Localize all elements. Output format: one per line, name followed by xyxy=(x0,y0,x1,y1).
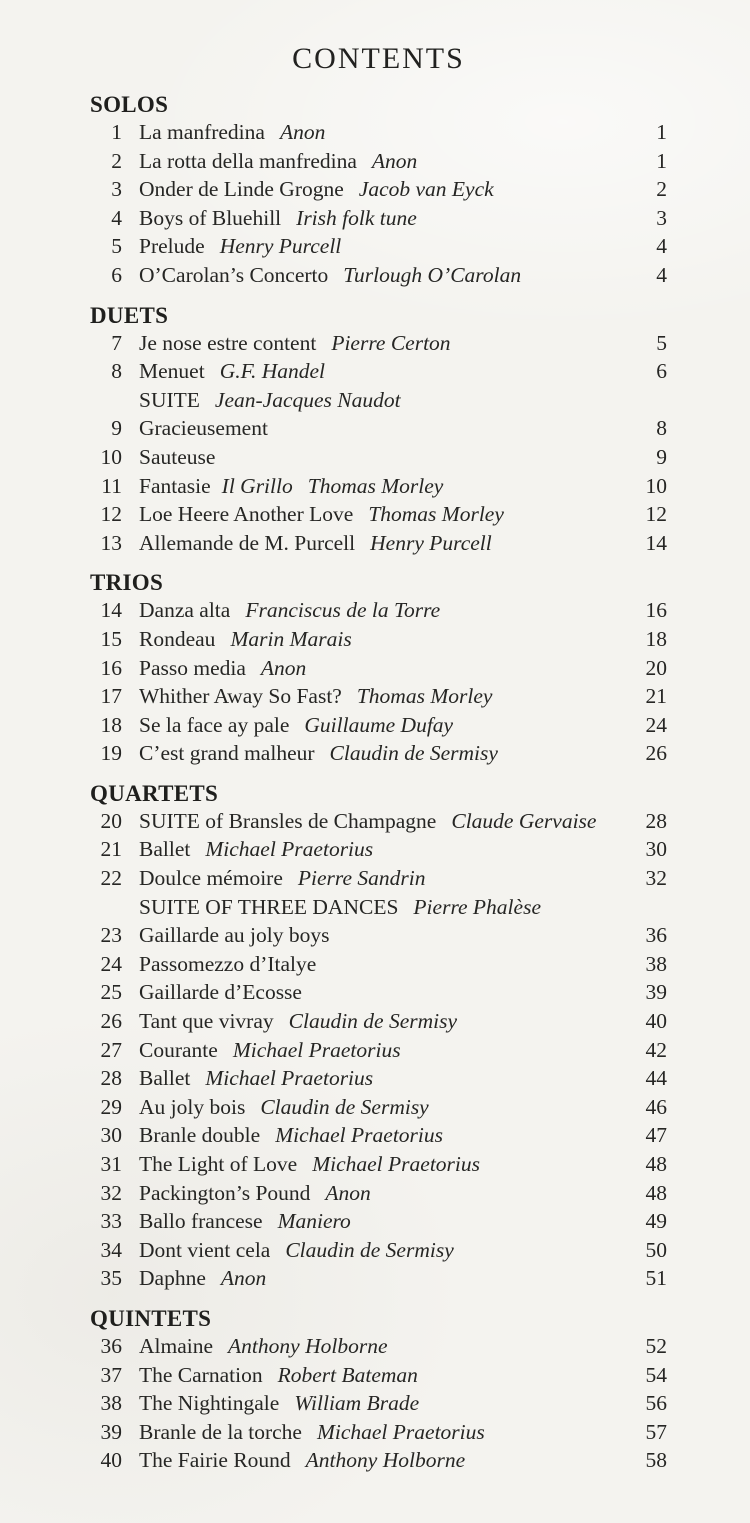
entry-composer: Anthony Holborne xyxy=(228,1333,388,1358)
entry-page-number: 42 xyxy=(645,1037,667,1062)
entry-page-number: 51 xyxy=(645,1266,667,1291)
entry-number: 16 xyxy=(100,655,122,680)
entry-title: The Light of Love xyxy=(139,1152,298,1176)
entry-number: 33 xyxy=(100,1209,122,1234)
entry-title: La rotta della manfredina xyxy=(139,148,357,173)
entry-composer: Anon xyxy=(220,1266,267,1291)
entry-title: Packington’s Pound xyxy=(139,1180,311,1205)
entry-page-number: 1 xyxy=(656,120,667,144)
entry-number: 9 xyxy=(111,416,122,441)
entry-page-number: 6 xyxy=(656,359,667,384)
toc-entry xyxy=(90,529,667,558)
entry-title: SUITE OF THREE DANCES xyxy=(139,894,399,919)
entry-page-number: 52 xyxy=(645,1333,667,1358)
entry-page-number: 9 xyxy=(656,444,667,469)
entry-page-number: 30 xyxy=(645,837,667,862)
toc-entry xyxy=(90,835,667,864)
toc-entry xyxy=(90,682,667,711)
entry-composer: Michael Praetorius xyxy=(205,837,374,862)
entry-title: Dont vient cela xyxy=(139,1237,271,1262)
entry-number: 28 xyxy=(100,1066,122,1091)
entry-number: 12 xyxy=(100,502,122,527)
entry-composer: Turlough O’Carolan xyxy=(343,262,522,287)
entry-number: 25 xyxy=(100,980,122,1005)
entry-page-number: 18 xyxy=(645,626,667,651)
entry-composer: Claudin de Sermisy xyxy=(329,741,498,766)
entry-composer: Henry Purcell xyxy=(219,234,342,259)
toc-entry xyxy=(90,1207,667,1236)
entry-number: 39 xyxy=(100,1419,122,1444)
entry-title: SUITE xyxy=(139,387,200,412)
toc-entry xyxy=(90,1093,667,1122)
entry-title: C’est grand malheur xyxy=(139,741,315,766)
toc-entry xyxy=(90,329,667,358)
toc-entry xyxy=(90,1361,667,1390)
entry-number: 20 xyxy=(100,808,122,833)
toc-entry xyxy=(90,950,667,979)
entry-number: 29 xyxy=(100,1094,122,1119)
entry-title: Branle de la torche xyxy=(139,1419,302,1444)
toc-entry xyxy=(90,1179,667,1208)
entry-number: 30 xyxy=(100,1123,122,1148)
toc-entry xyxy=(90,1418,667,1447)
entry-page-number: 38 xyxy=(645,951,667,976)
entry-number: 18 xyxy=(100,712,122,737)
entry-number: 19 xyxy=(100,741,122,766)
entry-title: Ballo francese xyxy=(139,1209,263,1234)
entry-composer: Franciscus de la Torre xyxy=(245,598,441,623)
entry-composer: Thomas Morley xyxy=(368,502,504,527)
entry-number: 36 xyxy=(100,1333,122,1358)
entry-page-number: 48 xyxy=(645,1180,667,1205)
entry-title: Almaine xyxy=(139,1333,214,1358)
entry-page-number: 56 xyxy=(645,1391,667,1416)
entry-title: Rondeau xyxy=(139,626,216,651)
entry-composer: Maniero xyxy=(277,1209,351,1234)
entry-composer: Claude Gervaise xyxy=(451,808,597,833)
entry-composer: Pierre Phalèse xyxy=(413,894,541,919)
entry-page-number: 26 xyxy=(645,741,667,766)
entry-page-number: 1 xyxy=(656,148,667,173)
entry-composer: William Brade xyxy=(294,1391,420,1416)
toc-entry xyxy=(90,1264,667,1293)
entry-number: 27 xyxy=(100,1037,122,1062)
entry-composer: Robert Bateman xyxy=(277,1362,418,1387)
entry-title: Gaillarde au joly boys xyxy=(139,923,330,948)
entry-title: SUITE of Bransles de Champagne xyxy=(139,808,437,833)
entry-title: Ballet xyxy=(139,1066,191,1091)
toc-entry xyxy=(90,711,667,740)
entry-number: 40 xyxy=(100,1448,122,1473)
entry-page-number: 50 xyxy=(645,1237,667,1262)
entry-number: 5 xyxy=(111,234,122,259)
entry-composer: Claudin de Sermisy xyxy=(285,1237,454,1262)
entry-title: The Carnation xyxy=(139,1362,263,1387)
toc-entry xyxy=(90,625,667,654)
entry-title: Au joly bois xyxy=(139,1094,246,1119)
entry-page-number: 36 xyxy=(645,923,667,948)
entry-title: Fantasie xyxy=(139,473,211,498)
toc-entry xyxy=(90,864,667,893)
entry-number: 6 xyxy=(111,262,122,287)
toc-entry xyxy=(90,386,667,415)
entry-page-number: 46 xyxy=(645,1094,667,1119)
entry-composer: Michael Praetorius xyxy=(316,1419,485,1444)
entry-composer: Anon xyxy=(279,120,326,144)
entry-composer: Jacob van Eyck xyxy=(358,177,494,202)
entry-page-number: 20 xyxy=(645,655,667,680)
entry-title: Loe Heere Another Love xyxy=(139,502,354,527)
entry-number: 24 xyxy=(100,951,122,976)
entry-number: 22 xyxy=(100,866,122,891)
toc-entry xyxy=(90,1064,667,1093)
entry-composer: Michael Praetorius xyxy=(232,1037,401,1062)
toc-entry xyxy=(90,1121,667,1150)
entry-title: Doulce mémoire xyxy=(139,866,283,891)
entry-page-number: 5 xyxy=(656,330,667,355)
entry-number: 26 xyxy=(100,1009,122,1034)
entry-number: 1 xyxy=(111,120,122,144)
entry-page-number: 49 xyxy=(645,1209,667,1234)
entry-page-number: 44 xyxy=(645,1066,667,1091)
entry-title: Boys of Bluehill xyxy=(139,205,282,230)
toc-entry xyxy=(90,1332,667,1361)
entry-title: Whither Away So Fast? xyxy=(139,684,342,709)
section-heading: QUINTETS xyxy=(90,1305,212,1331)
entry-number: 34 xyxy=(100,1237,122,1262)
entry-title: Je nose estre content xyxy=(139,330,317,355)
entry-page-number: 24 xyxy=(645,712,667,737)
toc-entry xyxy=(90,175,667,204)
entry-page-number: 48 xyxy=(645,1152,667,1176)
entry-title: Passo media xyxy=(139,655,246,680)
entry-title: Gracieusement xyxy=(139,416,268,441)
toc-sections xyxy=(90,92,667,1475)
entry-page-number: 40 xyxy=(645,1009,667,1034)
entry-title: O’Carolan’s Concerto xyxy=(139,262,329,287)
toc-entry xyxy=(90,1036,667,1065)
entry-page-number: 39 xyxy=(645,980,667,1005)
toc-entry xyxy=(90,147,667,176)
entry-number: 11 xyxy=(101,473,122,498)
entry-page-number: 54 xyxy=(645,1362,667,1387)
entry-composer: Claudin de Sermisy xyxy=(288,1009,458,1034)
toc-entry xyxy=(90,232,667,261)
toc-entry xyxy=(90,921,667,950)
section-heading: TRIOS xyxy=(90,570,164,596)
page-title: CONTENTS xyxy=(292,42,465,75)
entry-page-number: 10 xyxy=(645,473,667,498)
toc-entry xyxy=(90,1150,667,1179)
toc-entry xyxy=(90,261,667,290)
entry-number: 7 xyxy=(111,330,122,355)
toc-entry xyxy=(90,443,667,472)
toc-entry xyxy=(90,654,667,683)
entry-title: Sauteuse xyxy=(139,444,216,469)
entry-title: Danza alta xyxy=(139,598,231,623)
entry-composer: Pierre Sandrin xyxy=(297,866,426,891)
entry-page-number: 47 xyxy=(645,1123,667,1148)
entry-number: 15 xyxy=(100,626,122,651)
entry-composer: Anon xyxy=(371,148,418,173)
entry-number: 31 xyxy=(100,1152,122,1176)
entry-composer: G.F. Handel xyxy=(219,359,325,384)
entry-title: Tant que vivray xyxy=(139,1009,274,1034)
entry-number: 17 xyxy=(100,684,122,709)
entry-page-number: 16 xyxy=(645,598,667,623)
section-heading: DUETS xyxy=(90,302,169,328)
toc-entry xyxy=(90,1007,667,1036)
toc-entry xyxy=(90,414,667,443)
entry-number: 32 xyxy=(100,1180,122,1205)
entry-composer: Marin Marais xyxy=(230,626,352,651)
entry-title: Passomezzo d’Italye xyxy=(139,951,317,976)
entry-composer: Thomas Morley xyxy=(356,684,493,709)
entry-page-number: 2 xyxy=(656,177,667,202)
entry-title: Prelude xyxy=(139,234,205,259)
entry-composer: Michael Praetorius xyxy=(205,1066,374,1091)
entry-title: The Nightingale xyxy=(139,1391,280,1416)
entry-page-number: 3 xyxy=(656,205,667,230)
toc-entry xyxy=(90,500,667,529)
entry-title: Menuet xyxy=(139,359,205,384)
entry-page-number: 4 xyxy=(656,234,667,259)
entry-composer: Anon xyxy=(260,655,307,680)
entry-composer: Anthony Holborne xyxy=(305,1448,466,1473)
entry-page-number: 21 xyxy=(645,684,667,709)
entry-page-number: 8 xyxy=(656,416,667,441)
entry-number: 14 xyxy=(100,598,122,623)
entry-subtitle: Il Grillo xyxy=(221,473,293,498)
toc-entry xyxy=(90,1446,667,1475)
entry-page-number: 14 xyxy=(645,530,667,555)
toc-entry xyxy=(90,596,667,625)
entry-number: 23 xyxy=(100,923,122,948)
entry-page-number: 28 xyxy=(645,808,667,833)
entry-number: 2 xyxy=(111,148,122,173)
entry-composer: Henry Purcell xyxy=(370,530,492,555)
toc-entry xyxy=(90,118,667,147)
toc-entry xyxy=(90,1389,667,1418)
toc-entry xyxy=(90,357,667,386)
entry-number: 8 xyxy=(111,359,122,384)
entry-title: Gaillarde d’Ecosse xyxy=(139,980,302,1005)
entry-number: 10 xyxy=(100,444,122,469)
entry-composer: Jean-Jacques Naudot xyxy=(214,387,401,412)
entry-title: Onder de Linde Grogne xyxy=(139,177,344,202)
toc-entry xyxy=(90,204,667,233)
entry-page-number: 58 xyxy=(645,1448,667,1473)
entry-composer: Guillaume Dufay xyxy=(304,712,454,737)
entry-number: 37 xyxy=(100,1362,122,1387)
entry-title: La manfredina xyxy=(139,120,265,144)
entry-page-number: 4 xyxy=(656,262,667,287)
entry-page-number: 32 xyxy=(645,866,667,891)
entry-composer: Anon xyxy=(325,1180,371,1205)
entry-number: 21 xyxy=(100,837,122,862)
entry-number: 13 xyxy=(100,530,122,555)
toc-entry xyxy=(90,1236,667,1265)
entry-page-number: 12 xyxy=(645,502,667,527)
entry-title: Allemande de M. Purcell xyxy=(139,530,356,555)
entry-composer: Michael Praetorius xyxy=(275,1123,443,1148)
toc-entry xyxy=(90,472,667,501)
entry-composer: Pierre Certon xyxy=(331,330,451,355)
entry-title: Daphne xyxy=(139,1266,206,1291)
entry-composer: Thomas Morley xyxy=(307,473,444,498)
toc-entry xyxy=(90,739,667,768)
toc-entry xyxy=(90,978,667,1007)
entry-composer: Claudin de Sermisy xyxy=(260,1094,429,1119)
entry-number: 3 xyxy=(111,177,122,202)
entry-number: 35 xyxy=(100,1266,122,1291)
entry-title: The Fairie Round xyxy=(139,1448,291,1473)
entry-title: Se la face ay pale xyxy=(139,712,290,737)
entry-page-number: 57 xyxy=(645,1419,667,1444)
entry-composer: Irish folk tune xyxy=(296,205,417,230)
entry-number: 4 xyxy=(111,205,122,230)
section-heading: QUARTETS xyxy=(90,780,219,806)
entry-composer: Michael Praetorius xyxy=(312,1152,481,1176)
section-heading: SOLOS xyxy=(90,92,169,117)
entry-title: Branle double xyxy=(139,1123,261,1148)
toc-entry xyxy=(90,807,667,836)
entry-title: Courante xyxy=(139,1037,218,1062)
toc-entry xyxy=(90,893,667,922)
entry-number: 38 xyxy=(100,1391,122,1416)
entry-title: Ballet xyxy=(139,837,191,862)
